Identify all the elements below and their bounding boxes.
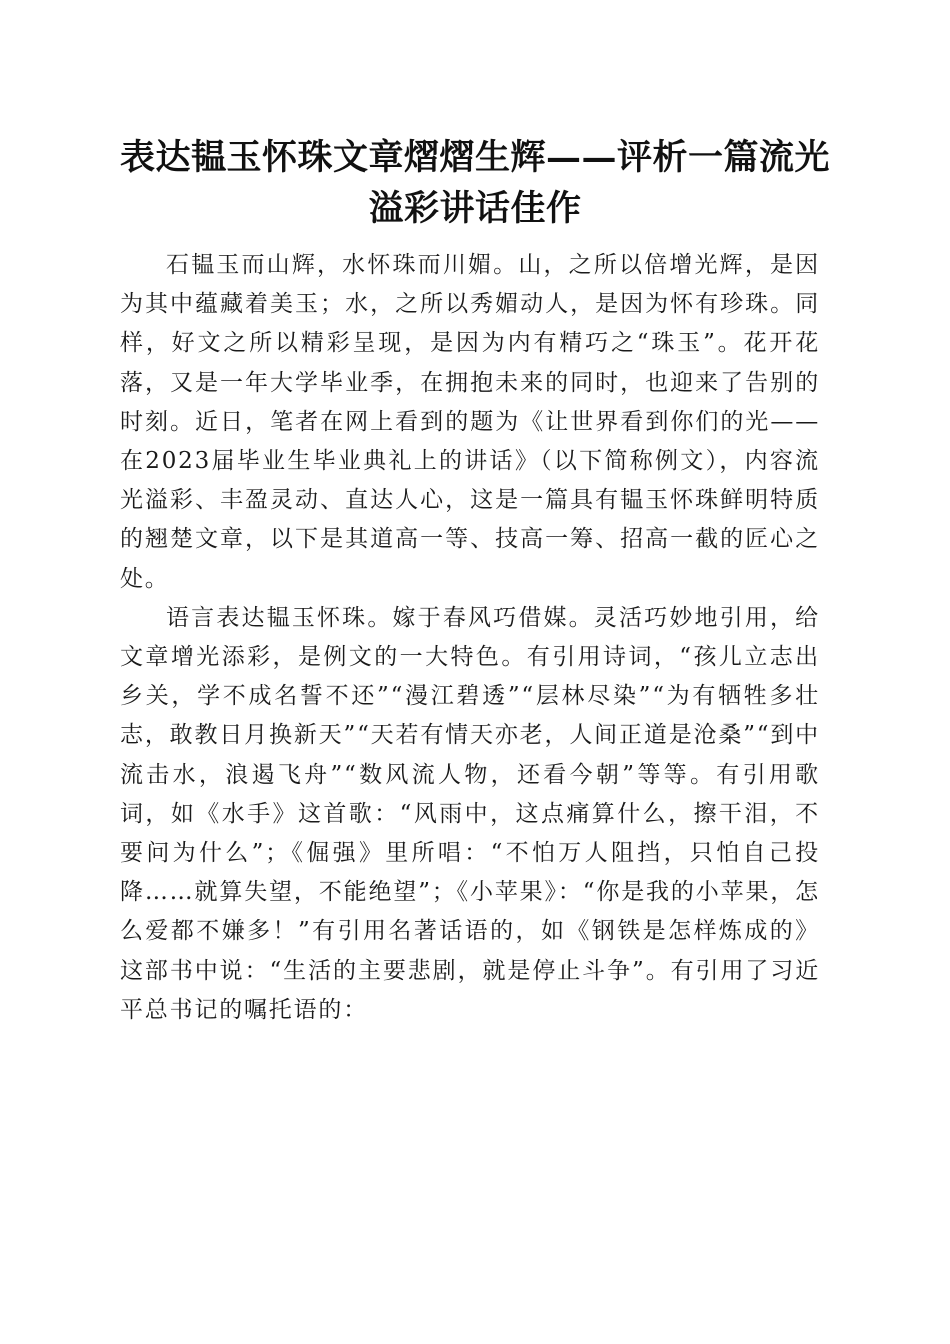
document-body <box>120 246 820 1030</box>
document-title: 表达韫玉怀珠文章熠熠生辉——评析一篇流光溢彩讲话佳作 <box>119 137 830 229</box>
paragraph-intro: 石韫玉而山辉，水怀珠而川媚。山，之所以倍增光辉，是因为其中蕴藏着美玉；水，之所以秀媚动人，是因为怀有珍珠。同样，好文之所以精彩呈现，是因为内有精巧之“珠玉”。花开花落，又是一年大学毕业季，在拥抱未来的同时，也迎来了告别的时刻。近日，笔者在网上看到的题为《让世界看到你们的光——在2023届毕业生毕业典礼上的讲话》（以下简称例文），内容流光溢彩、丰盈灵动、直达人心，这是一篇具有韫玉怀珠鲜明特质的翘楚文章，以下是其道高一等、技高一筹、招高一截的匠心之处。 <box>120 252 820 592</box>
paragraph-language-expression: 语言表达韫玉怀珠。嫁于春风巧借媒。灵活巧妙地引用，给文章增光添彩，是例文的一大特色。有引用诗词，“孩儿立志出乡关，学不成名誓不还”“漫江碧透”“层林尽染”“为有牺牲多壮志，敢教日月换新天”“天若有情天亦老，人间正道是沧桑”“到中流击水，浪遏飞舟”“数风流人物，还看今朝”等等。有引用歌词，如《水手》这首歌：“风雨中，这点痛算什么，擦干泪，不要问为什么”；《倔强》里所唱：“不怕万人阻挡，只怕自己投降……就算失望，不能绝望”；《小苹果》：“你是我的小苹果，怎么爱都不嫌多！”有引用名著话语的，如《钢铁是怎样炼成的》这部书中说：“生活的主要悲剧，就是停止斗争”。有引用了习近平总书记的嘱托语的： <box>120 604 820 1023</box>
